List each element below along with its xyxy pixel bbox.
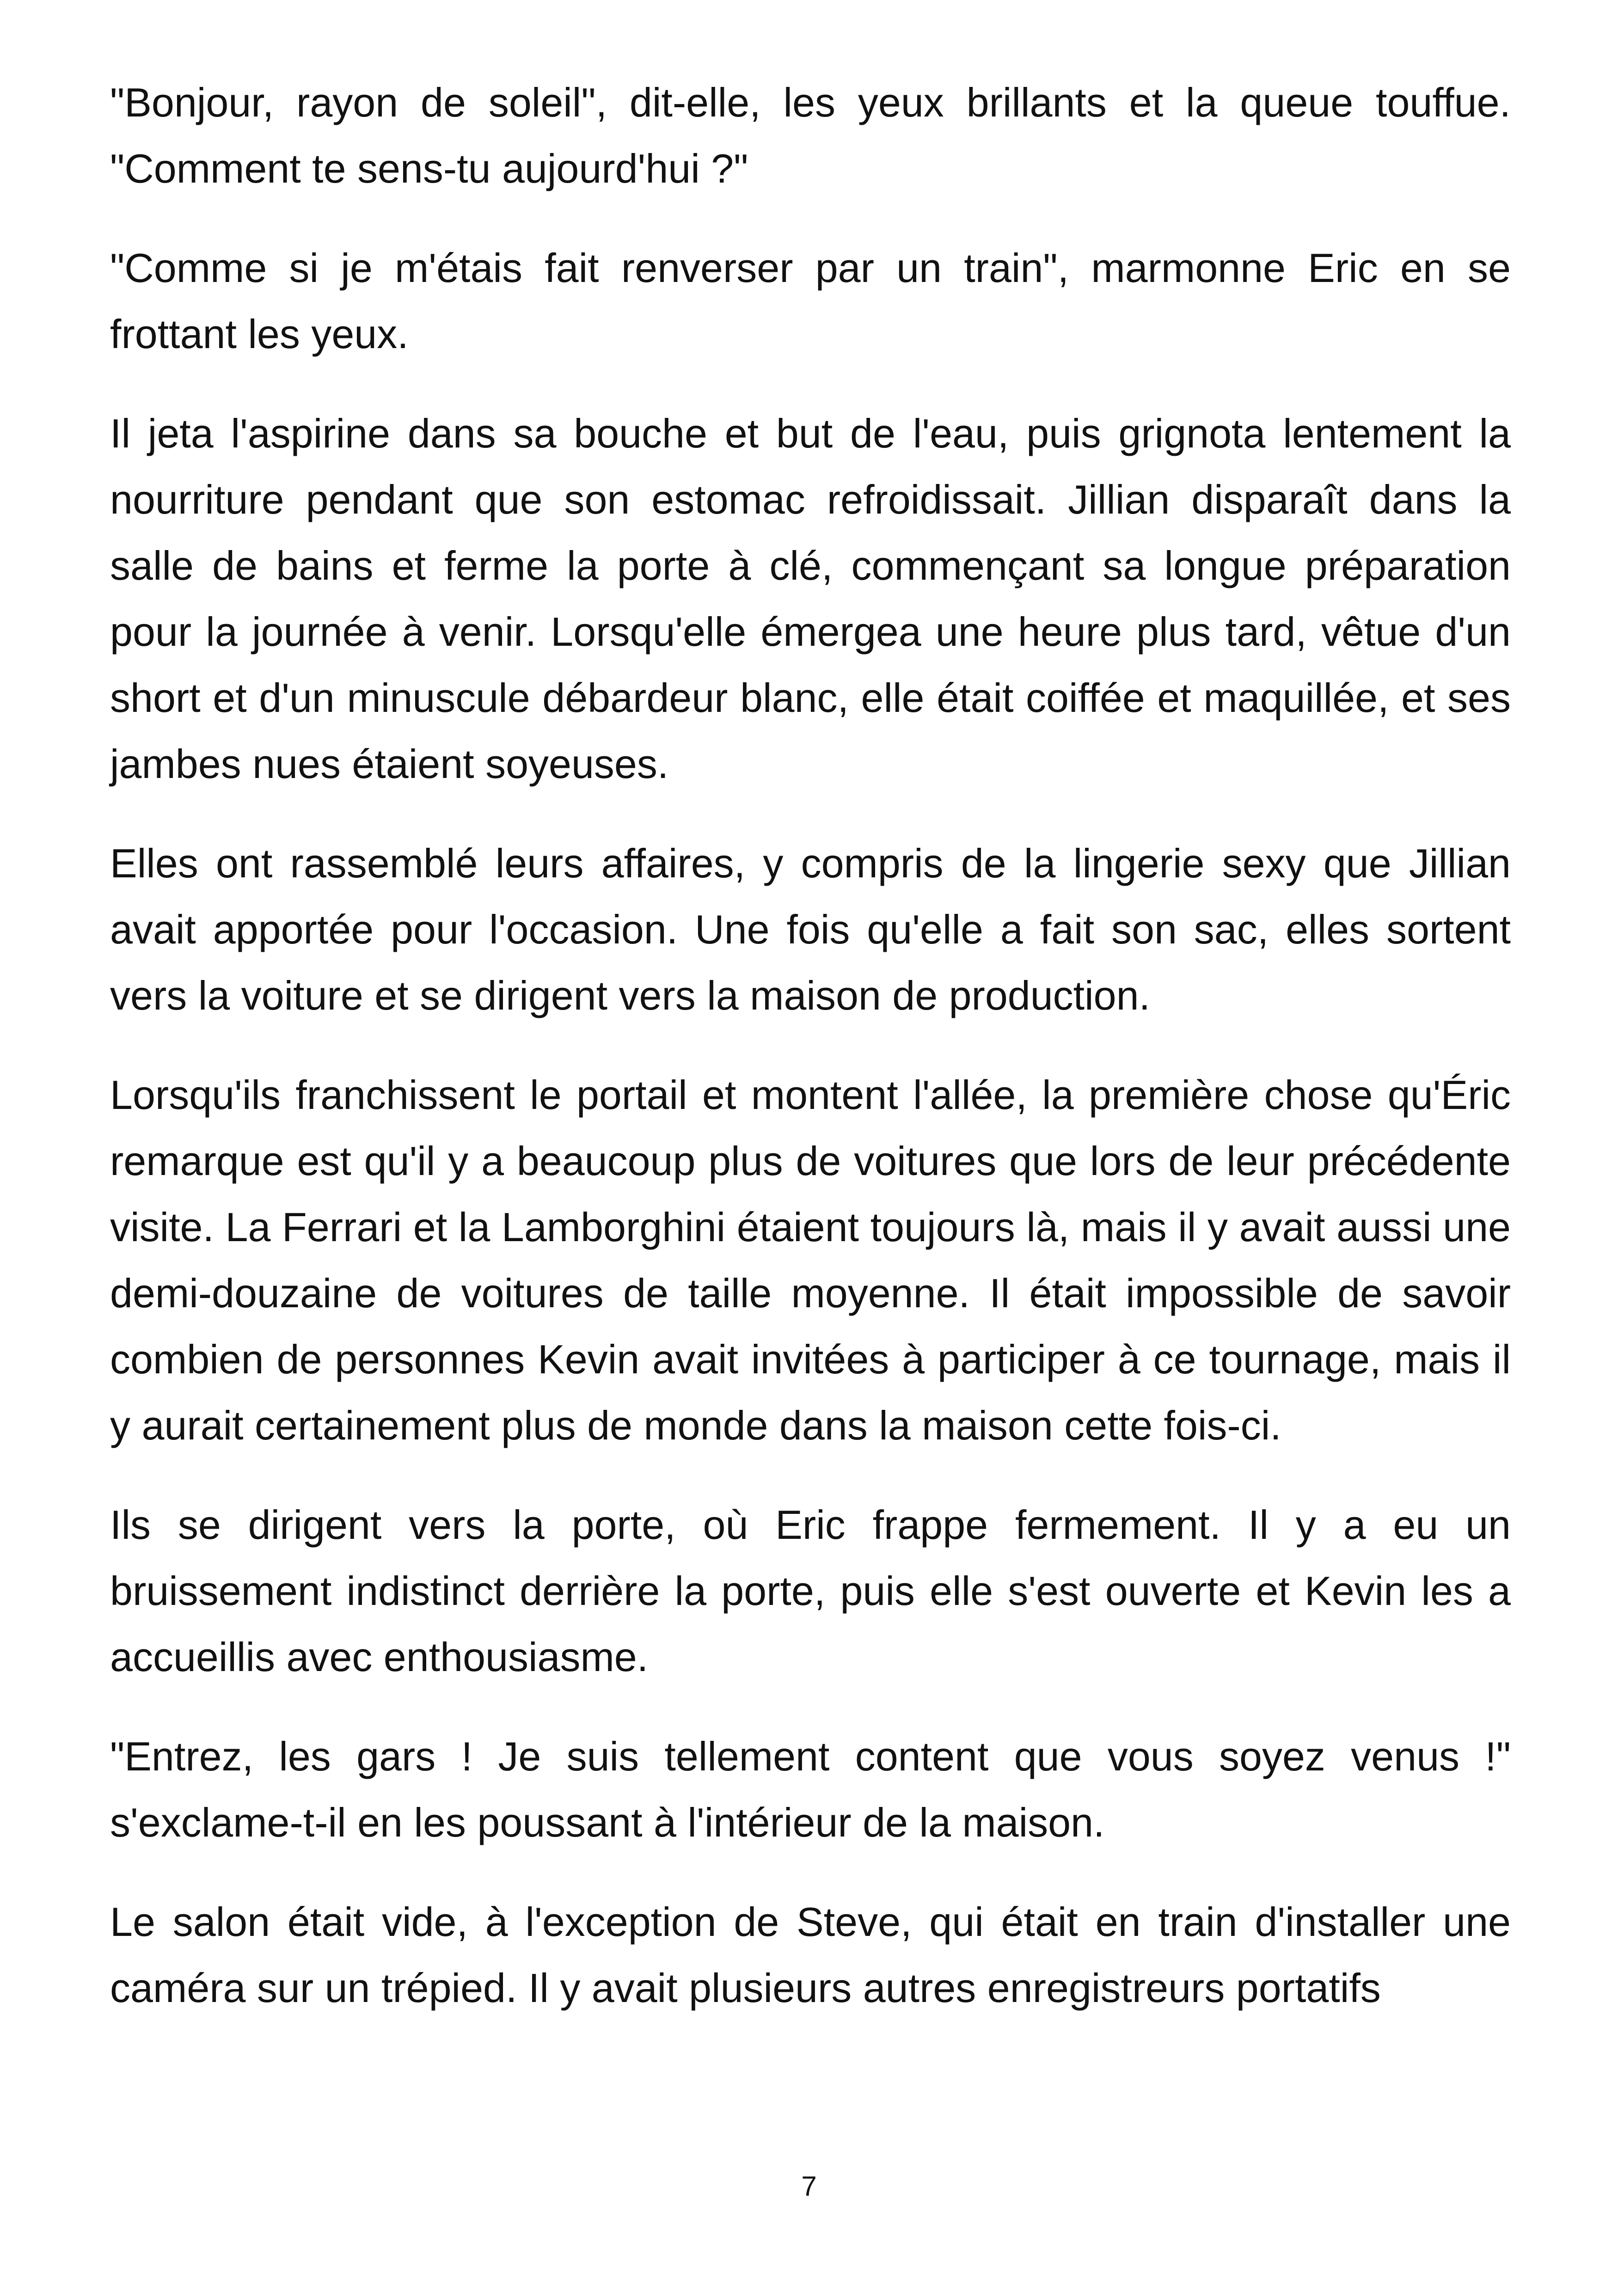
paragraph-7: "Entrez, les gars ! Je suis tellement content que vous soyez venus !" s'exclame-t-il en les poussant à l'intérieur de la maison. [110, 1733, 1511, 1845]
paragraph-1: "Bonjour, rayon de soleil", dit-elle, les yeux brillants et la queue touffue. "Comment te sens-tu aujourd'hui ?" [110, 80, 1511, 191]
paragraph-2: "Comme si je m'étais fait renverser par un train", marmonne Eric en se frottant les yeux. [110, 245, 1511, 357]
paragraph-5: Lorsqu'ils franchissent le portail et montent l'allée, la première chose qu'Éric remarque est qu'il y a beaucoup plus de voitures que lors de leur précédente visite. La Ferrari et la Lamborghini étaient toujours là, mais il y avait aussi une demi-douzaine de voitures de taille moyenne. Il était impossible de savoir combien de personnes Kevin avait invitées à participer à ce tournage, mais il y aurait certainement plus de monde dans la maison cette fois-ci. [110, 1072, 1511, 1448]
paragraph-3: Il jeta l'aspirine dans sa bouche et but de l'eau, puis grignota lentement la nourriture pendant que son estomac refroidissait. Jillian disparaît dans la salle de bains et ferme la porte à clé, commençant sa longue préparation pour la journée à venir. Lorsqu'elle émergea une heure plus tard, vêtue d'un short et d'un minuscule débardeur blanc, elle était coiffée et maquillée, et ses jambes nues étaient soyeuses. [110, 410, 1511, 787]
page-number: 7 [801, 2171, 817, 2202]
document-body [110, 69, 1511, 2021]
paragraph-6: Ils se dirigent vers la porte, où Eric frappe fermement. Il y a eu un bruissement indistinct derrière la porte, puis elle s'est ouverte et Kevin les a accueillis avec enthousiasme. [110, 1502, 1511, 1680]
paragraph-8: Le salon était vide, à l'exception de Steve, qui était en train d'installer une caméra sur un trépied. Il y avait plusieurs autres enregistreurs portatifs [110, 1899, 1511, 2011]
paragraph-4: Elles ont rassemblé leurs affaires, y compris de la lingerie sexy que Jillian avait apportée pour l'occasion. Une fois qu'elle a fait son sac, elles sortent vers la voiture et se dirigent vers la maison de production. [110, 840, 1511, 1018]
